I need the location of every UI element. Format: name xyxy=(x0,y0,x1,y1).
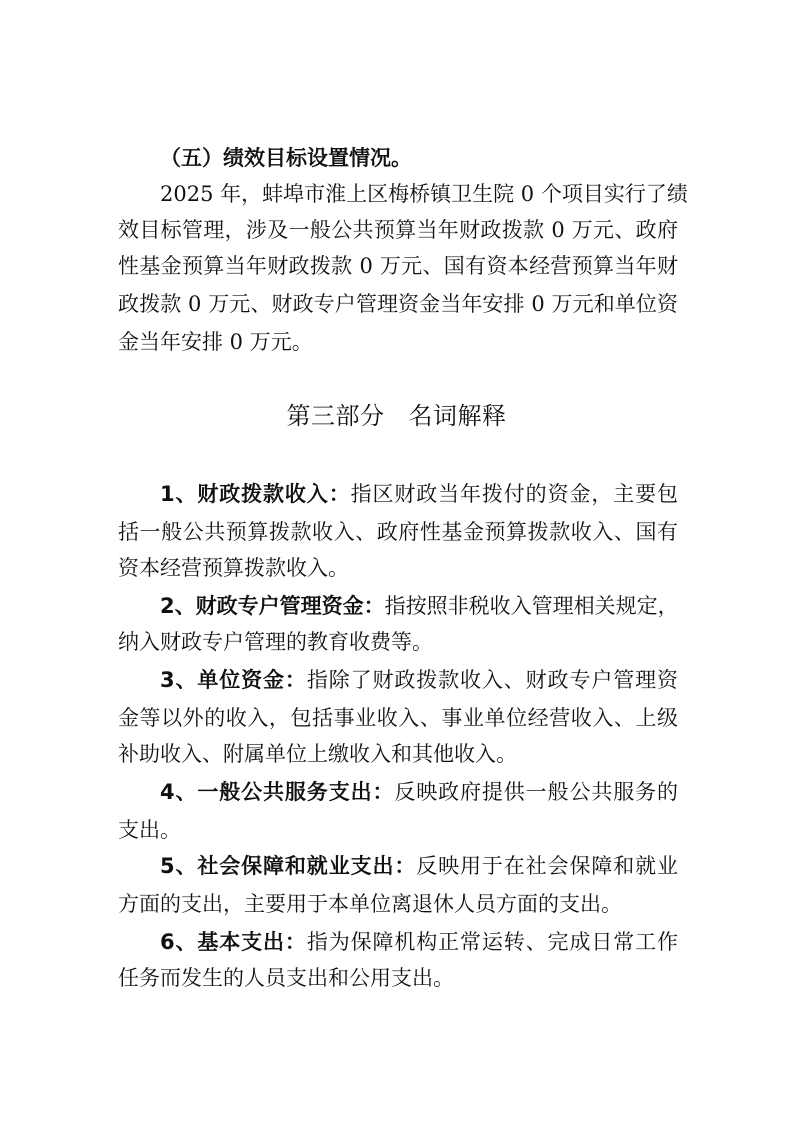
paragraph-line: 性基金预算当年财政拨款 0 万元、国有资本经营预算当年财 xyxy=(118,254,678,278)
term-definition: 反映用于在社会保障和就业 xyxy=(416,854,678,878)
part-title-number: 第三部分 xyxy=(286,402,385,430)
term-label: 5、社会保障和就业支出： xyxy=(160,854,417,878)
paragraph-line: 金当年安排 0 万元。 xyxy=(118,330,313,354)
paragraph-line: 括一般公共预算拨款收入、政府性基金预算拨款收入、国有 xyxy=(118,520,678,544)
paragraph-line: 政拨款 0 万元、财政专户管理资金当年安排 0 万元和单位资 xyxy=(118,292,678,316)
term-definition: 指按照非税收入管理相关规定， xyxy=(384,594,679,618)
part-title xyxy=(0,400,793,432)
paragraph-line: 2025 年，蚌埠市淮上区梅桥镇卫生院 0 个项目实行了绩 xyxy=(160,182,688,206)
paragraph-line: 任务而发生的人员支出和公用支出。 xyxy=(118,966,454,990)
paragraph-line: 补助收入、附属单位上缴收入和其他收入。 xyxy=(118,742,517,766)
part-title-text: 名词解释 xyxy=(408,402,507,430)
term-first-line xyxy=(160,928,678,956)
term-label: 4、一般公共服务支出： xyxy=(160,780,395,804)
term-first-line xyxy=(160,778,678,806)
term-label: 3、单位资金： xyxy=(160,668,307,692)
term-definition: 指除了财政拨款收入、财政专户管理资 xyxy=(306,668,678,692)
term-label: 1、财政拨款收入： xyxy=(160,482,351,506)
term-label: 6、基本支出： xyxy=(160,930,307,954)
term-definition: 指为保障机构正常运转、完成日常工作 xyxy=(306,930,678,954)
paragraph-line: 纳入财政专户管理的教育收费等。 xyxy=(118,630,433,654)
term-definition: 反映政府提供一般公共服务的 xyxy=(394,780,678,804)
term-label: 2、财政专户管理资金： xyxy=(160,594,385,618)
paragraph-line: 支出。 xyxy=(118,818,181,842)
term-definition: 指区财政当年拨付的资金，主要包 xyxy=(350,482,678,506)
paragraph-line: 方面的支出，主要用于本单位离退休人员方面的支出。 xyxy=(118,892,622,916)
section-heading: （五）绩效目标设置情况。 xyxy=(160,146,412,170)
paragraph-line: 资本经营预算拨款收入。 xyxy=(118,556,349,580)
term-first-line xyxy=(160,480,678,508)
paragraph-line: 效目标管理，涉及一般公共预算当年财政拨款 0 万元、政府 xyxy=(118,218,678,242)
paragraph-line: 金等以外的收入，包括事业收入、事业单位经营收入、上级 xyxy=(118,706,678,730)
term-first-line xyxy=(160,852,678,880)
term-first-line xyxy=(160,592,678,620)
term-first-line xyxy=(160,666,678,694)
